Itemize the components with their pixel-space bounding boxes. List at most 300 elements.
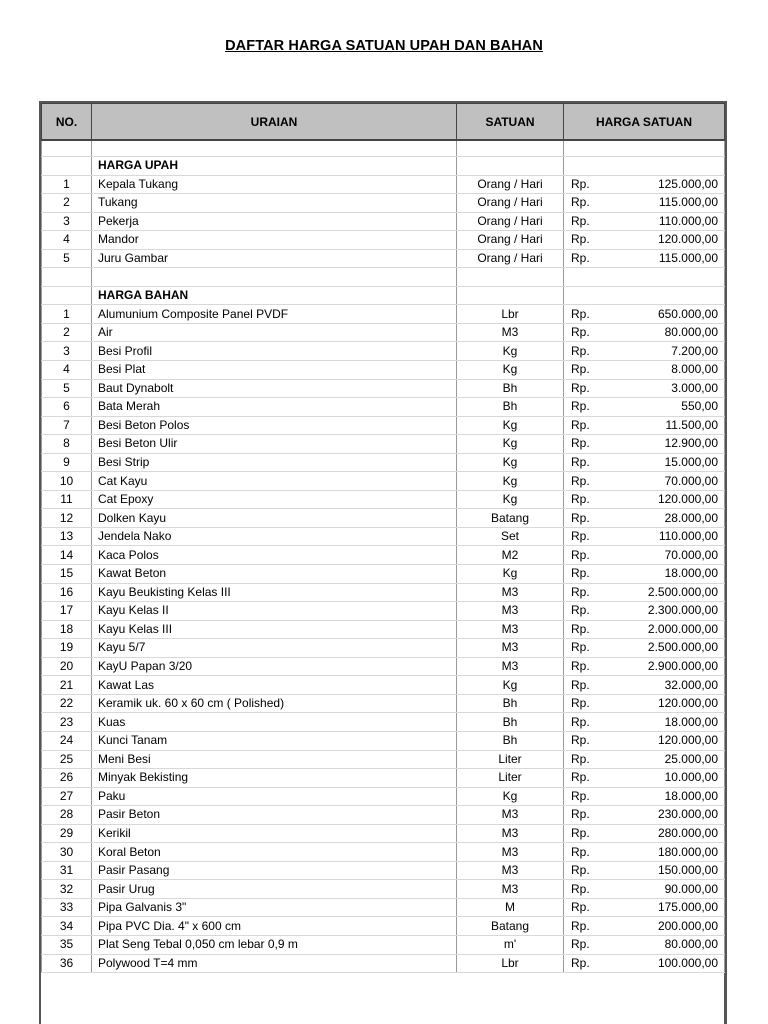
item-price-cell <box>564 472 725 491</box>
price-value: 70.000,00 <box>664 547 718 562</box>
price-sheet <box>39 101 727 1024</box>
table-row <box>42 917 725 936</box>
empty-cell <box>92 268 457 287</box>
item-description: Besi Profil <box>92 342 457 361</box>
price-value: 120.000,00 <box>657 232 718 247</box>
item-price-cell <box>564 824 725 843</box>
table-row <box>42 175 725 194</box>
price-value: 110.000,00 <box>658 529 718 544</box>
price-value: 90.000,00 <box>664 881 718 896</box>
item-description: Jendela Nako <box>92 527 457 546</box>
price-value: 650.000,00 <box>657 306 718 321</box>
price-table <box>41 103 725 973</box>
row-number: 3 <box>42 342 92 361</box>
item-unit: Kg <box>457 472 564 491</box>
currency-label: Rp. <box>571 473 590 488</box>
item-price-cell <box>564 843 725 862</box>
price-value: 120.000,00 <box>657 492 718 507</box>
table-row <box>42 806 725 825</box>
table-row <box>42 843 725 862</box>
item-price-cell <box>564 676 725 695</box>
price-value: 2.900.000,00 <box>647 659 718 674</box>
item-description: Tukang <box>92 194 457 213</box>
table-row <box>42 453 725 472</box>
price-value: 125.000,00 <box>657 176 718 191</box>
table-row <box>42 527 725 546</box>
item-price-cell <box>564 750 725 769</box>
price-value: 10.000,00 <box>664 770 718 785</box>
row-number: 1 <box>42 305 92 324</box>
item-unit: Kg <box>457 416 564 435</box>
item-description: Pipa Galvanis 3" <box>92 898 457 917</box>
row-number: 12 <box>42 509 92 528</box>
item-description: Kayu Kelas II <box>92 602 457 621</box>
item-unit: Kg <box>457 435 564 454</box>
item-unit: Kg <box>457 787 564 806</box>
currency-label: Rp. <box>571 844 590 859</box>
table-header-row <box>42 104 725 141</box>
table-row <box>42 731 725 750</box>
item-unit: Kg <box>457 490 564 509</box>
item-unit: Orang / Hari <box>457 194 564 213</box>
currency-label: Rp. <box>571 621 590 636</box>
item-unit: M3 <box>457 657 564 676</box>
table-row <box>42 323 725 342</box>
item-unit: Kg <box>457 361 564 380</box>
currency-label: Rp. <box>571 176 590 191</box>
item-unit: Orang / Hari <box>457 212 564 231</box>
row-number: 29 <box>42 824 92 843</box>
item-price-cell <box>564 713 725 732</box>
currency-label: Rp. <box>571 863 590 878</box>
item-price-cell <box>564 620 725 639</box>
price-value: 120.000,00 <box>657 733 718 748</box>
item-description: Kawat Las <box>92 676 457 695</box>
empty-cell <box>457 140 564 157</box>
table-row <box>42 565 725 584</box>
price-value: 150.000,00 <box>657 863 718 878</box>
row-number: 6 <box>42 398 92 417</box>
currency-label: Rp. <box>571 900 590 915</box>
item-description: Meni Besi <box>92 750 457 769</box>
currency-label: Rp. <box>571 807 590 822</box>
empty-cell <box>92 140 457 157</box>
item-description: Alumunium Composite Panel PVDF <box>92 305 457 324</box>
empty-cell <box>564 157 725 176</box>
price-value: 80.000,00 <box>664 937 718 952</box>
table-row <box>42 398 725 417</box>
table-row <box>42 212 725 231</box>
price-value: 18.000,00 <box>664 788 718 803</box>
row-number: 18 <box>42 620 92 639</box>
item-description: Pasir Pasang <box>92 861 457 880</box>
item-description: Koral Beton <box>92 843 457 862</box>
item-unit: Lbr <box>457 305 564 324</box>
currency-label: Rp. <box>571 881 590 896</box>
table-row <box>42 583 725 602</box>
item-unit: Kg <box>457 342 564 361</box>
item-unit: M3 <box>457 806 564 825</box>
table-row <box>42 713 725 732</box>
table-row <box>42 231 725 250</box>
currency-label: Rp. <box>571 343 590 358</box>
item-price-cell <box>564 787 725 806</box>
item-description: Pekerja <box>92 212 457 231</box>
row-number: 2 <box>42 323 92 342</box>
item-unit: Orang / Hari <box>457 249 564 268</box>
currency-label: Rp. <box>571 547 590 562</box>
table-row <box>42 602 725 621</box>
row-number: 34 <box>42 917 92 936</box>
row-number: 3 <box>42 212 92 231</box>
row-number: 7 <box>42 416 92 435</box>
price-value: 18.000,00 <box>664 566 718 581</box>
currency-label: Rp. <box>571 325 590 340</box>
row-number: 20 <box>42 657 92 676</box>
currency-label: Rp. <box>571 399 590 414</box>
currency-label: Rp. <box>571 770 590 785</box>
item-unit: Bh <box>457 398 564 417</box>
page-title: DAFTAR HARGA SATUAN UPAH DAN BAHAN <box>225 38 543 54</box>
currency-label: Rp. <box>571 751 590 766</box>
currency-label: Rp. <box>571 677 590 692</box>
currency-label: Rp. <box>571 714 590 729</box>
item-description: Besi Beton Polos <box>92 416 457 435</box>
table-row <box>42 935 725 954</box>
row-number: 24 <box>42 731 92 750</box>
table-row <box>42 769 725 788</box>
item-description: Pasir Beton <box>92 806 457 825</box>
currency-label: Rp. <box>571 603 590 618</box>
item-price-cell <box>564 342 725 361</box>
item-unit: M3 <box>457 620 564 639</box>
price-value: 280.000,00 <box>657 825 718 840</box>
currency-label: Rp. <box>571 918 590 933</box>
price-value: 180.000,00 <box>657 844 718 859</box>
price-value: 28.000,00 <box>664 510 718 525</box>
row-number: 14 <box>42 546 92 565</box>
currency-label: Rp. <box>571 566 590 581</box>
currency-label: Rp. <box>571 306 590 321</box>
empty-cell <box>42 157 92 176</box>
item-unit: m' <box>457 935 564 954</box>
item-price-cell <box>564 361 725 380</box>
item-price-cell <box>564 954 725 973</box>
currency-label: Rp. <box>571 584 590 599</box>
row-number: 33 <box>42 898 92 917</box>
item-unit: Orang / Hari <box>457 175 564 194</box>
item-unit: M3 <box>457 639 564 658</box>
row-number: 8 <box>42 435 92 454</box>
item-unit: Kg <box>457 676 564 695</box>
currency-label: Rp. <box>571 251 590 265</box>
empty-cell <box>457 286 564 305</box>
price-value: 200.000,00 <box>657 918 718 933</box>
row-number: 11 <box>42 490 92 509</box>
item-description: Plat Seng Tebal 0,050 cm lebar 0,9 m <box>92 935 457 954</box>
currency-label: Rp. <box>571 955 590 970</box>
item-description: Besi Beton Ulir <box>92 435 457 454</box>
currency-label: Rp. <box>571 232 590 247</box>
row-number: 28 <box>42 806 92 825</box>
item-description: Cat Kayu <box>92 472 457 491</box>
row-number: 21 <box>42 676 92 695</box>
item-price-cell <box>564 694 725 713</box>
item-price-cell <box>564 639 725 658</box>
item-description: Pasir Urug <box>92 880 457 899</box>
currency-label: Rp. <box>571 788 590 803</box>
currency-label: Rp. <box>571 362 590 377</box>
currency-label: Rp. <box>571 195 590 210</box>
empty-cell <box>42 140 92 157</box>
item-price-cell <box>564 231 725 250</box>
item-price-cell <box>564 602 725 621</box>
item-unit: Kg <box>457 453 564 472</box>
row-number: 31 <box>42 861 92 880</box>
item-unit: M <box>457 898 564 917</box>
empty-cell <box>564 268 725 287</box>
item-description: Minyak Bekisting <box>92 769 457 788</box>
item-description: Kawat Beton <box>92 565 457 584</box>
table-row <box>42 305 725 324</box>
item-description: Dolken Kayu <box>92 509 457 528</box>
currency-label: Rp. <box>571 529 590 544</box>
empty-cell <box>564 286 725 305</box>
row-number: 10 <box>42 472 92 491</box>
table-row <box>42 472 725 491</box>
table-row <box>42 787 725 806</box>
price-value: 32.000,00 <box>664 677 718 692</box>
table-row <box>42 379 725 398</box>
price-value: 550,00 <box>681 399 718 414</box>
table-row <box>42 249 725 268</box>
item-description: Juru Gambar <box>92 249 457 268</box>
row-number: 22 <box>42 694 92 713</box>
currency-label: Rp. <box>571 640 590 655</box>
item-price-cell <box>564 583 725 602</box>
item-price-cell <box>564 861 725 880</box>
table-row <box>42 657 725 676</box>
row-number: 35 <box>42 935 92 954</box>
item-description: Kepala Tukang <box>92 175 457 194</box>
row-number: 25 <box>42 750 92 769</box>
item-description: Kerikil <box>92 824 457 843</box>
currency-label: Rp. <box>571 417 590 432</box>
item-price-cell <box>564 565 725 584</box>
item-description: Baut Dynabolt <box>92 379 457 398</box>
currency-label: Rp. <box>571 510 590 525</box>
item-price-cell <box>564 731 725 750</box>
item-price-cell <box>564 935 725 954</box>
item-unit: Bh <box>457 713 564 732</box>
item-price-cell <box>564 194 725 213</box>
table-body <box>42 140 725 973</box>
price-value: 7.200,00 <box>671 343 718 358</box>
currency-label: Rp. <box>571 937 590 952</box>
item-description: Keramik uk. 60 x 60 cm ( Polished) <box>92 694 457 713</box>
item-description: Cat Epoxy <box>92 490 457 509</box>
price-value: 8.000,00 <box>671 362 718 377</box>
section-label: HARGA BAHAN <box>92 286 457 305</box>
item-unit: M3 <box>457 824 564 843</box>
price-value: 25.000,00 <box>664 751 718 766</box>
table-row <box>42 509 725 528</box>
price-value: 12.900,00 <box>664 436 718 451</box>
item-unit: Liter <box>457 769 564 788</box>
price-value: 100.000,00 <box>657 955 718 970</box>
item-description: Kayu Beukisting Kelas III <box>92 583 457 602</box>
table-row <box>42 342 725 361</box>
table-row <box>42 861 725 880</box>
item-description: Kunci Tanam <box>92 731 457 750</box>
price-value: 115.000,00 <box>658 251 718 265</box>
empty-cell <box>42 268 92 287</box>
item-price-cell <box>564 490 725 509</box>
row-number: 15 <box>42 565 92 584</box>
price-value: 110.000,00 <box>658 213 718 228</box>
item-unit: M3 <box>457 880 564 899</box>
item-unit: Liter <box>457 750 564 769</box>
item-price-cell <box>564 898 725 917</box>
item-unit: Batang <box>457 917 564 936</box>
price-value: 2.500.000,00 <box>647 640 718 655</box>
price-value: 2.500.000,00 <box>647 584 718 599</box>
item-price-cell <box>564 379 725 398</box>
item-description: Kaca Polos <box>92 546 457 565</box>
item-unit: M3 <box>457 323 564 342</box>
table-row <box>42 620 725 639</box>
table-row <box>42 898 725 917</box>
price-value: 18.000,00 <box>664 714 718 729</box>
currency-label: Rp. <box>571 492 590 507</box>
item-description: Kuas <box>92 713 457 732</box>
item-price-cell <box>564 398 725 417</box>
item-unit: M3 <box>457 583 564 602</box>
table-row <box>42 435 725 454</box>
item-unit: M3 <box>457 843 564 862</box>
table-row <box>42 880 725 899</box>
table-row <box>42 694 725 713</box>
row-number: 1 <box>42 175 92 194</box>
row-number: 26 <box>42 769 92 788</box>
item-price-cell <box>564 305 725 324</box>
item-description: Paku <box>92 787 457 806</box>
table-row <box>42 546 725 565</box>
table-row <box>42 676 725 695</box>
blank-row <box>42 268 725 287</box>
row-number: 16 <box>42 583 92 602</box>
section-row <box>42 286 725 305</box>
item-price-cell <box>564 880 725 899</box>
table-row <box>42 639 725 658</box>
row-number: 30 <box>42 843 92 862</box>
item-description: Besi Plat <box>92 361 457 380</box>
row-number: 23 <box>42 713 92 732</box>
item-unit: M2 <box>457 546 564 565</box>
table-row <box>42 416 725 435</box>
currency-label: Rp. <box>571 696 590 711</box>
currency-label: Rp. <box>571 825 590 840</box>
item-description: Besi Strip <box>92 453 457 472</box>
row-number: 19 <box>42 639 92 658</box>
price-value: 80.000,00 <box>664 325 718 340</box>
row-number: 32 <box>42 880 92 899</box>
currency-label: Rp. <box>571 455 590 470</box>
item-unit: M3 <box>457 602 564 621</box>
item-description: Air <box>92 323 457 342</box>
row-number: 5 <box>42 379 92 398</box>
price-value: 175.000,00 <box>657 900 718 915</box>
item-unit: Kg <box>457 565 564 584</box>
row-number: 4 <box>42 231 92 250</box>
item-description: Kayu 5/7 <box>92 639 457 658</box>
item-price-cell <box>564 509 725 528</box>
currency-label: Rp. <box>571 733 590 748</box>
currency-label: Rp. <box>571 659 590 674</box>
table-row <box>42 361 725 380</box>
header-no: NO. <box>42 104 92 141</box>
item-price-cell <box>564 435 725 454</box>
item-price-cell <box>564 546 725 565</box>
table-row <box>42 490 725 509</box>
item-description: Kayu Kelas III <box>92 620 457 639</box>
section-row <box>42 157 725 176</box>
price-value: 120.000,00 <box>657 696 718 711</box>
price-value: 3.000,00 <box>671 380 718 395</box>
item-unit: Bh <box>457 379 564 398</box>
row-number: 13 <box>42 527 92 546</box>
item-unit: Bh <box>457 694 564 713</box>
currency-label: Rp. <box>571 213 590 228</box>
price-value: 11.500,00 <box>665 417 718 432</box>
item-unit: Orang / Hari <box>457 231 564 250</box>
item-price-cell <box>564 917 725 936</box>
item-description: KayU Papan 3/20 <box>92 657 457 676</box>
item-unit: Set <box>457 527 564 546</box>
table-row <box>42 750 725 769</box>
empty-cell <box>42 286 92 305</box>
item-price-cell <box>564 657 725 676</box>
item-unit: Batang <box>457 509 564 528</box>
table-row <box>42 824 725 843</box>
price-value: 2.300.000,00 <box>647 603 718 618</box>
empty-cell <box>457 157 564 176</box>
row-number: 9 <box>42 453 92 472</box>
item-price-cell <box>564 769 725 788</box>
price-value: 2.000.000,00 <box>647 621 718 636</box>
price-value: 70.000,00 <box>664 473 718 488</box>
item-price-cell <box>564 175 725 194</box>
currency-label: Rp. <box>571 436 590 451</box>
header-uraian: URAIAN <box>92 104 457 141</box>
item-price-cell <box>564 212 725 231</box>
table-row <box>42 194 725 213</box>
section-label: HARGA UPAH <box>92 157 457 176</box>
price-value: 230.000,00 <box>657 807 718 822</box>
row-number: 2 <box>42 194 92 213</box>
item-unit: M3 <box>457 861 564 880</box>
price-value: 15.000,00 <box>664 455 718 470</box>
empty-cell <box>457 268 564 287</box>
row-number: 17 <box>42 602 92 621</box>
header-harga-satuan: HARGA SATUAN <box>564 104 725 141</box>
item-price-cell <box>564 453 725 472</box>
row-number: 36 <box>42 954 92 973</box>
item-description: Mandor <box>92 231 457 250</box>
item-price-cell <box>564 806 725 825</box>
row-number: 5 <box>42 249 92 268</box>
item-price-cell <box>564 323 725 342</box>
